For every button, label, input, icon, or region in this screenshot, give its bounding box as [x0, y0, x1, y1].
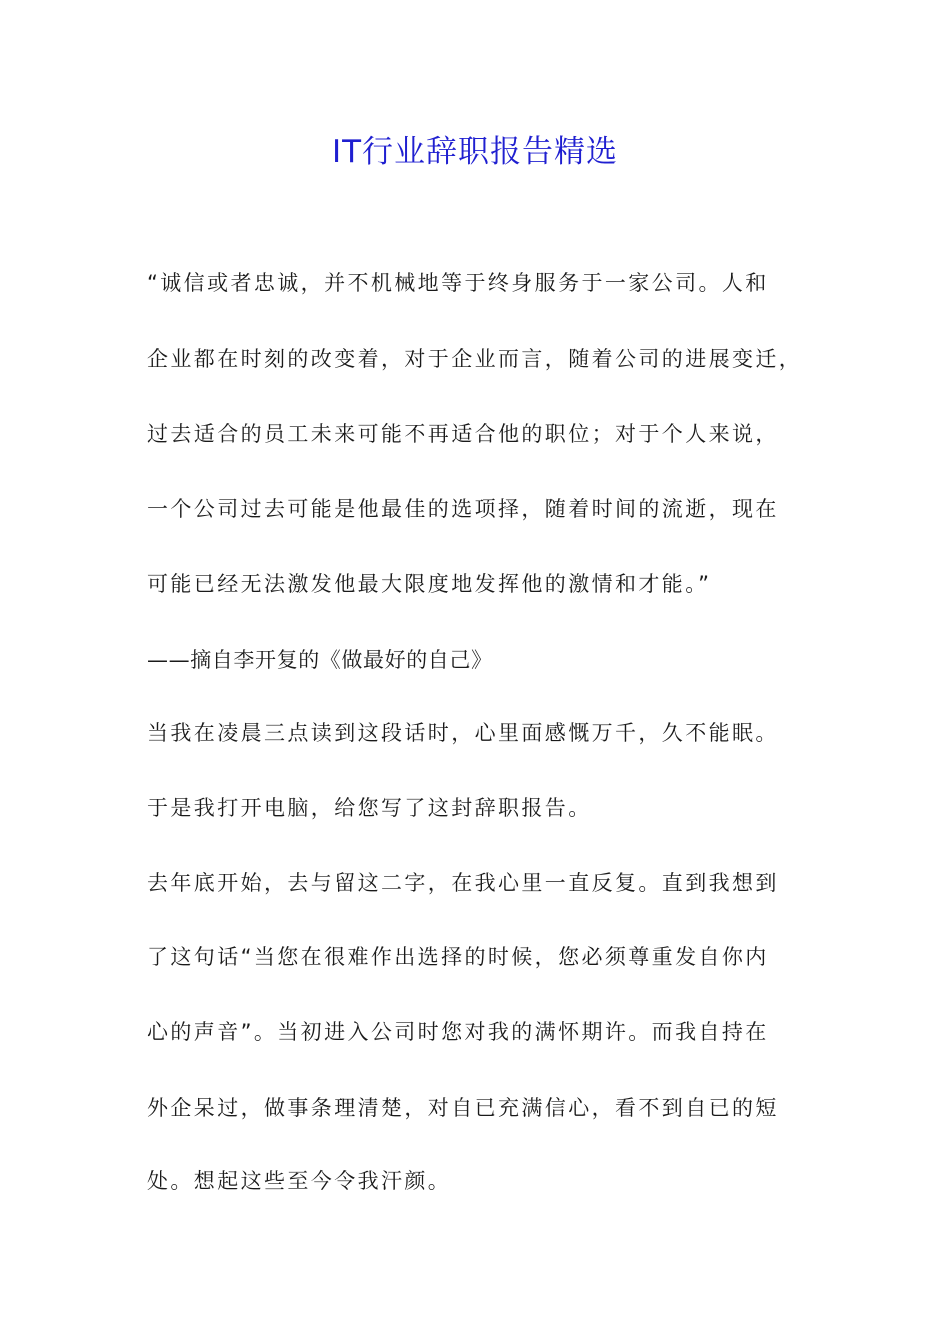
- quote-attribution: ——摘自李开复的《做最好的自己》: [147, 648, 493, 672]
- paragraph-line: 一个公司过去可能是他最佳的选项择，随着时间的流逝，现在: [147, 497, 779, 521]
- paragraph-line: 可能已经无法激发他最大限度地发挥他的激情和才能。”: [147, 572, 712, 596]
- paragraph-line: “诚信或者忠诚，并不机械地等于终身服务于一家公司。人和: [147, 271, 769, 295]
- paragraph-line: 去年底开始，去与留这二字，在我心里一直反复。直到我想到: [147, 871, 779, 895]
- paragraph-line: 了这句话“当您在很难作出选择的时候，您必须尊重发自你内: [147, 945, 769, 969]
- paragraph-line: 于是我打开电脑，给您写了这封辞职报告。: [147, 796, 592, 820]
- paragraph-line: 企业都在时刻的改变着，对于企业而言，随着公司的进展变迁，: [147, 347, 803, 371]
- paragraph-line: 处。想起这些至今令我汗颜。: [147, 1169, 452, 1193]
- paragraph-line: 当我在凌晨三点读到这段话时，心里面感慨万千，久不能眠。: [147, 721, 779, 745]
- paragraph-line: 心的声音”。当初进入公司时您对我的满怀期许。而我自持在: [147, 1020, 769, 1044]
- paragraph-line: 过去适合的员工未来可能不再适合他的职位；对于个人来说，: [147, 422, 779, 446]
- page-title: IT行业辞职报告精选: [331, 134, 619, 170]
- paragraph-line: 外企呆过，做事条理清楚，对自已充满信心，看不到自已的短: [147, 1096, 779, 1120]
